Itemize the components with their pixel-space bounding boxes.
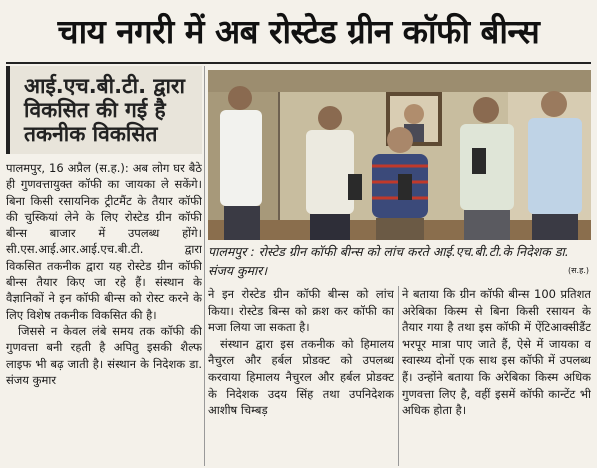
left-column — [6, 66, 202, 466]
middle-column — [208, 286, 394, 466]
column-divider-left — [204, 66, 205, 466]
left-paragraph-2: जिससे न केवल लंबे समय तक कॉफी की गुणवत्ता बनी रहती है अपितु इसकी शैल्फ लाइफ भी बढ़ जाती है। संस्थान के निदेशक डा. संजय कुमार — [6, 323, 202, 387]
subheadline — [6, 66, 202, 154]
headline: चाय नगरी में अब रोस्टेड ग्रीन कॉफी बीन्स — [57, 11, 540, 51]
column-divider-right — [398, 286, 399, 466]
news-photo — [208, 70, 591, 240]
photo-caption — [208, 242, 591, 282]
photo-caption-text: पालमपुर : रोस्टेड ग्रीन कॉफी बीन्स को लांच करते आई.एच.बी.टी.के निदेशक डा. संजय कुमार। — [208, 244, 569, 278]
right-column — [402, 286, 591, 466]
middle-paragraph-2: संस्थान द्वारा इस तकनीक को हिमालय नैचुरल और हर्बल प्रोडक्ट को उपलब्ध करवाया हिमालय नैचुरल और हर्बल प्रोडक्ट के निदेशक उदय सिंह तथा उपनिदेशक आशीष चिम्बड़ — [208, 336, 394, 418]
right-paragraph-1: ने बताया कि ग्रीन कॉफी बीन्स 100 प्रतिशत अरेबिका किस्म से बिना किसी रसायन के तैयार गया है तथा इस कॉफी में ऐंटिआक्सीडैंट भरपूर मात्रा पाए जाते हैं, ऐसे में जायका व स्वास्थ्य दोनों एक साथ इस कॉफी में उपलब्ध हैं। उन्होंने बताया कि अरेबिका किस्म अधिक गुणवत्ता लिए है, वहीं इसमें कॉफी कान्टेंट भी अधिक होता है। — [402, 287, 591, 418]
news-photo-illustration — [208, 70, 591, 240]
headline-rule — [6, 62, 591, 64]
left-column-body — [6, 160, 202, 388]
middle-paragraph-1: ने इन रोस्टेड ग्रीन कॉफी बीन्स को लांच किया। रोस्टेड बिन्स को क्रश कर कॉफी का मजा लिया जा सकता है। — [208, 287, 394, 335]
subheadline-line-3: तकनीक विकसित — [24, 122, 158, 146]
subheadline-line-1: आई.एच.बी.टी. द्वारा — [24, 74, 185, 98]
subheadline-line-2: विकसित की गई है — [24, 98, 166, 122]
photo-credit: (स.ह.) — [568, 266, 589, 275]
left-paragraph-1: पालमपुर, 16 अप्रैल (स.ह.): अब लोग घर बैठे ही गुणवत्तायुक्त कॉफी का जायका ले सकेंगे। बिना किसी रसायनिक ट्रीटमैंट के तैयार कॉफी की चुस्कियां लेने के लिए रोस्टेड ग्रीन कॉफी बीन्स बाजार में उपलब्ध होंगे। सी.एस.आई.आर.आई.एच.बी.टी. द्वारा विकसित तकनीक द्वारा यह रोस्टेड ग्रीन कॉफी बीन्स तैयार किए जा रहे हैं। संस्थान के वैज्ञानिकों ने इन कॉफी बीन्स को रोस्ट करने के लिए विशेष तकनीक विकसित की है। — [6, 161, 202, 322]
